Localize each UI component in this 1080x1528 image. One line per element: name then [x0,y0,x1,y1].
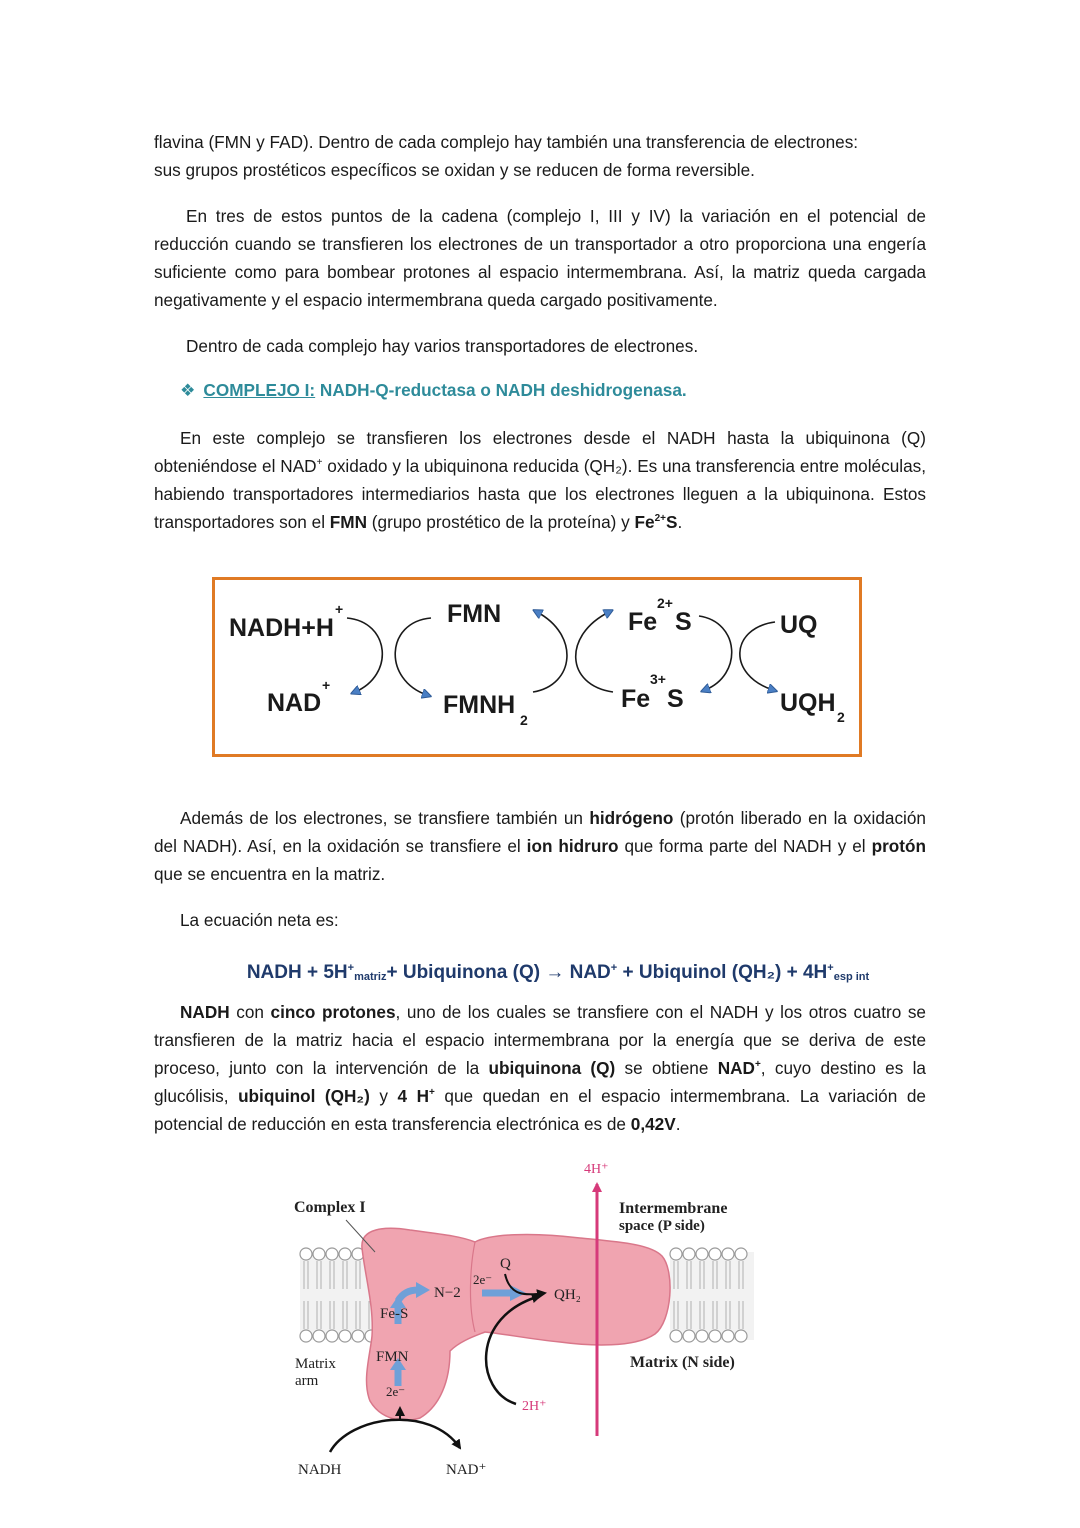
p7-text-f: que quedan en el espacio intermembrana. La variación de potencial de reducción en esta transferencia electrónica es de [154,1086,926,1134]
p4-text-b: oxidado y la ubiquinona reducida (QH₂). Es una transferencia entre moléculas, habiendo transportadores intermediarios hasta que los electrones lleguen a la ubiquinona. Estos transportadores son el [154,456,927,532]
heading-title: NADH-Q-reductasa o NADH deshidrogenasa. [315,380,687,400]
scheme-fe-top-sup: 2+ [657,595,673,611]
scheme-nadh-label: NADH+H [229,614,334,642]
p7-nad-sup: + [754,1059,761,1070]
p4-fe-sup: 2+ [654,513,667,524]
paragraph-transportadores: Dentro de cada complejo hay varios transportadores de electrones. [186,336,699,356]
p7-four-h [398,1086,435,1106]
paragraph-flavina-line1: flavina (FMN y FAD). Dentro de cada complejo hay también una transferencia de electrones: [154,132,859,152]
p7-ubiquinol: ubiquinol (QH₂) [238,1086,370,1106]
intermembrane-label-2: space (P side) [619,1218,705,1234]
p7-ubiquinona: ubiquinona (Q) [488,1058,616,1078]
scheme-arrow-fmnh-to-fmn [533,612,567,692]
p7-four-h-sup: + [429,1087,435,1098]
redox-scheme-box [212,577,862,757]
scheme-arrow-uq-to-uqh [740,622,775,690]
scheme-nadh-sup: + [335,601,344,617]
paragraph-flavina-line2: sus grupos prostéticos específicos se oxidan y se reducen de forma reversible. [154,160,755,180]
p4-end: . [677,512,683,532]
fes-label: Fe-S [380,1306,409,1322]
p4-fe [635,512,678,532]
p5-hidrogeno: hidrógeno [589,808,674,828]
p7-text-e: y [369,1086,398,1106]
q-label: Q [500,1256,511,1272]
p4-text-a: En este complejo se transfieren los electrones desde el NADH hasta la ubiquinona (Q) obteniéndose el NAD [154,428,926,476]
nad-figure-label: NAD⁺ [446,1462,487,1478]
equation-sup-a: + [347,962,355,974]
p7-text-b: , uno de los cuales se transfiere con el NADH y los otros cuatro se transfieren de la matriz hacia el espacio intermembrana por la energía que se deriva de este proceso, junto con la intervención de la [154,1002,926,1078]
p7-cinco-protones: cinco protones [270,1002,396,1022]
equation-part-a: NADH + 5H [246,962,348,983]
scheme-arrow-fe-bot-to-fe-top [576,612,613,692]
paragraph-puntos-cadena: En tres de estos puntos de la cadena (complejo I, III y IV) la variación en el potencial de reducción cuando se transfieren los electrones de un transportador a otro proporciona una engería suficiente como para bombear protones al espacio intermembrana. Así, la matriz queda cargada negativamente y el espacio intermembrana queda cargado positivamente. [154,206,926,310]
complex-i-diagram [290,1156,780,1486]
scheme-fmn-label: FMN [447,600,502,628]
equation-sub-c: esp int [833,971,870,983]
scheme-fe-top-s: S [675,608,692,636]
p7-nadh: NADH [180,1002,230,1022]
section-heading-complejo-i [180,380,687,401]
p4-text-c: (grupo prostético de la proteína) y [367,512,635,532]
complex-i-label: Complex I [294,1199,366,1216]
p5-text-b: (protón liberado en la oxidación del NADH). Así, en la oxidación se transfiere el [154,808,926,856]
p5-text-d: que se encuentra en la matriz. [154,864,386,884]
p4-fe-text: Fe [634,512,655,532]
paragraph-flavina [154,128,926,184]
p7-text-a: con [229,1002,271,1022]
complex-i-protein [362,1228,670,1420]
p5-text-c: que forma parte del NADH y el [618,836,872,856]
paragraph-ecuacion-neta: La ecuación neta es: [180,910,339,930]
scheme-fe-top-label: Fe [628,608,658,636]
p7-text-d: , cuyo destino es la glucólisis, [154,1058,926,1106]
scheme-uqh-sub: 2 [837,709,845,725]
diamond-bullet-icon: ❖ [180,380,196,400]
p4-sup-a: + [316,457,323,468]
equation-sub-a: matriz [354,971,387,983]
matrix-arm-label-2: arm [295,1373,319,1389]
p7-end: . [675,1114,681,1134]
net-equation [0,962,1080,984]
intermembrane-label-1: Intermembrane [619,1200,728,1217]
paragraph-complejo-transfer [154,424,926,536]
scheme-nad-sup: + [322,677,331,693]
four-h-label: 4H⁺ [584,1162,609,1177]
two-h-label: 2H⁺ [522,1399,547,1414]
paragraph-hidrogeno [154,804,926,888]
heading-label: COMPLEJO I: [203,380,316,400]
scheme-fmnh-sub: 2 [520,712,528,728]
membrane-right [670,1248,754,1342]
scheme-arrow-nadh-to-nad [347,618,382,692]
p5-text-a: Además de los electrones, se transfiere también un [180,808,590,828]
scheme-nad-label: NAD [267,689,322,717]
p7-four-h-text: 4 H [397,1086,430,1106]
scheme-arrow-fe-top-to-fe-bot [699,616,732,690]
scheme-arrow-fmn-to-fmnh [395,618,431,695]
scheme-fe-bot-label: Fe [621,685,651,713]
redox-scheme-diagram [215,580,859,754]
scheme-fmnh-label: FMNH [443,691,516,719]
nadh-to-nad-arrow [330,1420,460,1452]
p7-voltage: 0,42V [630,1114,676,1134]
scheme-uq-label: UQ [780,611,818,639]
paragraph-nadh-protones [154,998,926,1138]
qh2-label: QH₂ [554,1287,581,1303]
p5-proton: protón [871,836,926,856]
p5-ion-hidruro: ion hidruro [526,836,619,856]
p7-nad-text: NAD [717,1058,755,1078]
equation-part-c: + Ubiquinol (QH₂) + 4H [617,962,828,983]
matrix-arm-label-1: Matrix [295,1356,336,1372]
fmn-label: FMN [376,1349,409,1365]
two-e-bottom-label: 2e⁻ [386,1384,406,1399]
n2-label: N−2 [434,1285,461,1301]
two-e-top-label: 2e⁻ [473,1272,493,1287]
p4-fmn: FMN [329,512,368,532]
matrix-n-side-label: Matrix (N side) [630,1354,735,1371]
p4-s-text: S [666,512,678,532]
scheme-fe-bot-s: S [667,685,684,713]
scheme-uqh-label: UQH [780,689,836,717]
scheme-fe-bot-sup: 3+ [650,671,666,687]
p7-text-c: se obtiene [615,1058,718,1078]
p7-nad [718,1058,761,1078]
equation-part-b: + Ubiquinona (Q) → NAD [386,962,611,983]
equation-sup-b: + [610,962,618,974]
equation-sup-c: + [827,962,834,974]
complex-i-figure [290,1156,780,1486]
nadh-figure-label: NADH [298,1462,342,1478]
